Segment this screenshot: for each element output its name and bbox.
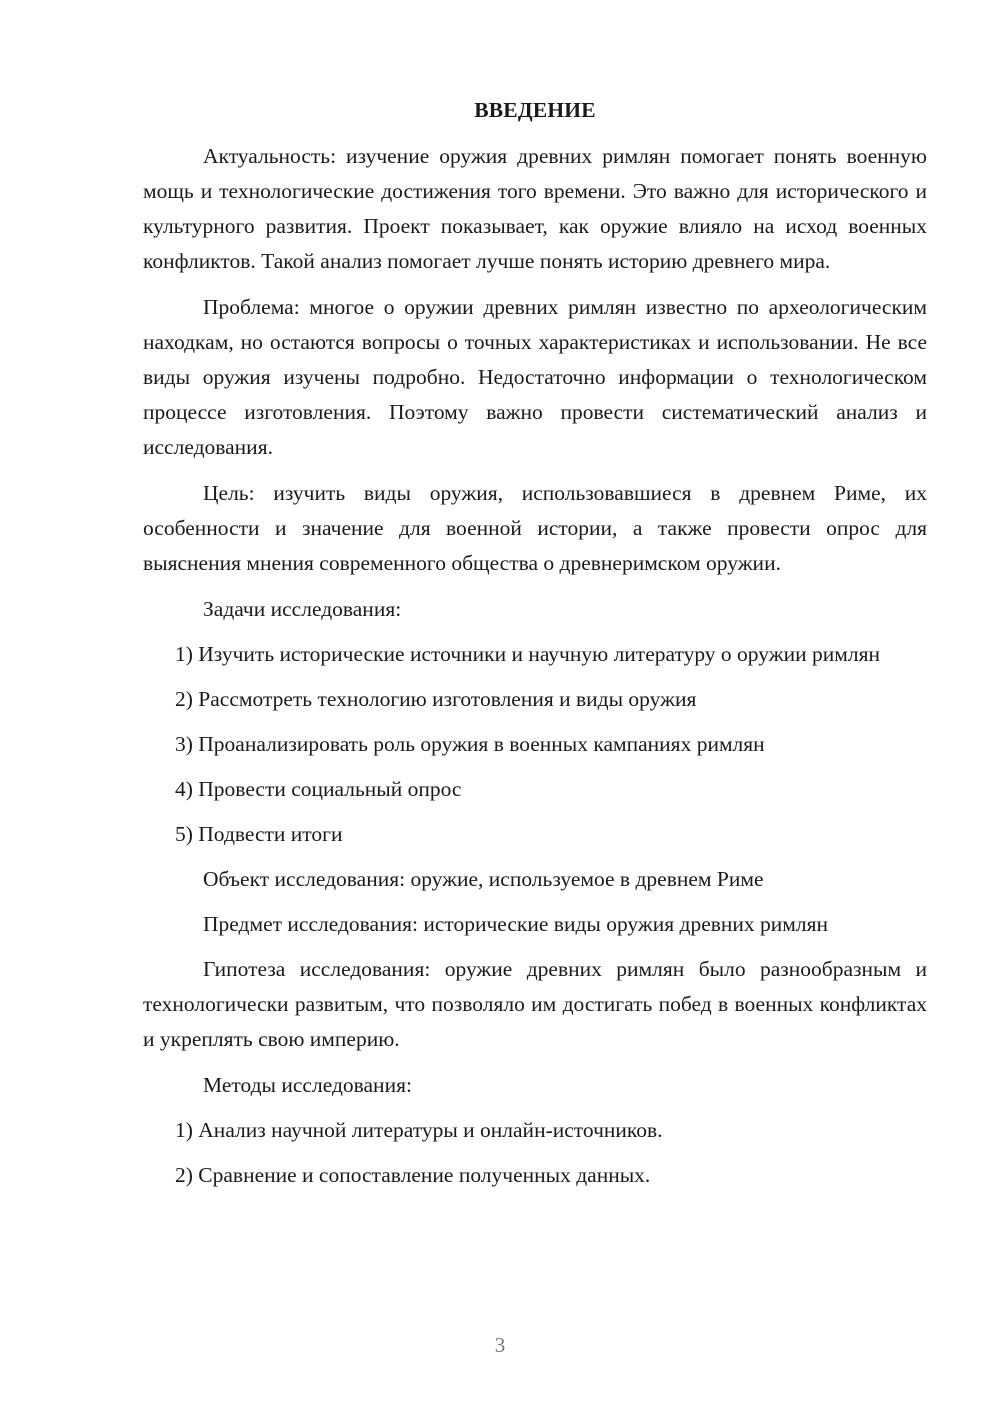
- goal-paragraph: Цель: изучить виды оружия, использовавшиеся в древнем Риме, их особенности и значение для военной истории, а также провести опрос для выяснения мнения современного общества о древнеримском оружии.: [143, 481, 927, 575]
- page-title: ВВЕДЕНИЕ: [474, 98, 596, 122]
- task-item-2: 2) Рассмотреть технологию изготовления и виды оружия: [175, 687, 697, 711]
- methods-heading: Методы исследования:: [203, 1073, 412, 1097]
- task-item-4: 4) Провести социальный опрос: [175, 777, 462, 801]
- task-item-1: 1) Изучить исторические источники и научную литературу о оружии римлян: [175, 642, 880, 666]
- page-number: 3: [494, 1333, 506, 1357]
- method-item-2: 2) Сравнение и сопоставление полученных данных.: [175, 1163, 651, 1187]
- document-page: [143, 92, 927, 1203]
- research-object: Объект исследования: оружие, используемое в древнем Риме: [203, 867, 764, 891]
- task-item-3: 3) Проанализировать роль оружия в военных кампаниях римлян: [175, 732, 765, 756]
- method-item-1: 1) Анализ научной литературы и онлайн-источников.: [175, 1118, 663, 1142]
- research-subject: Предмет исследования: исторические виды оружия древних римлян: [203, 912, 829, 936]
- problem-paragraph: Проблема: многое о оружии древних римлян известно по археологическим находкам, но остаются вопросы о точных характеристиках и использовании. Не все виды оружия изучены подробно. Недостаточно информации о технологическом процессе изготовления. Поэтому важно провести систематический анализ и исследования.: [143, 295, 927, 459]
- relevance-paragraph: Актуальность: изучение оружия древних римлян помогает понять военную мощь и технологические достижения того времени. Это важно для исторического и культурного развития. Проект показывает, как оружие влияло на исход военных конфликтов. Такой анализ помогает лучше понять историю древнего мира.: [143, 144, 927, 273]
- task-item-5: 5) Подвести итоги: [175, 822, 343, 846]
- tasks-heading: Задачи исследования:: [203, 597, 402, 621]
- hypothesis-paragraph: Гипотеза исследования: оружие древних римлян было разнообразным и технологически развитым, что позволяло им достигать побед в военных конфликтах и укреплять свою империю.: [143, 957, 927, 1051]
